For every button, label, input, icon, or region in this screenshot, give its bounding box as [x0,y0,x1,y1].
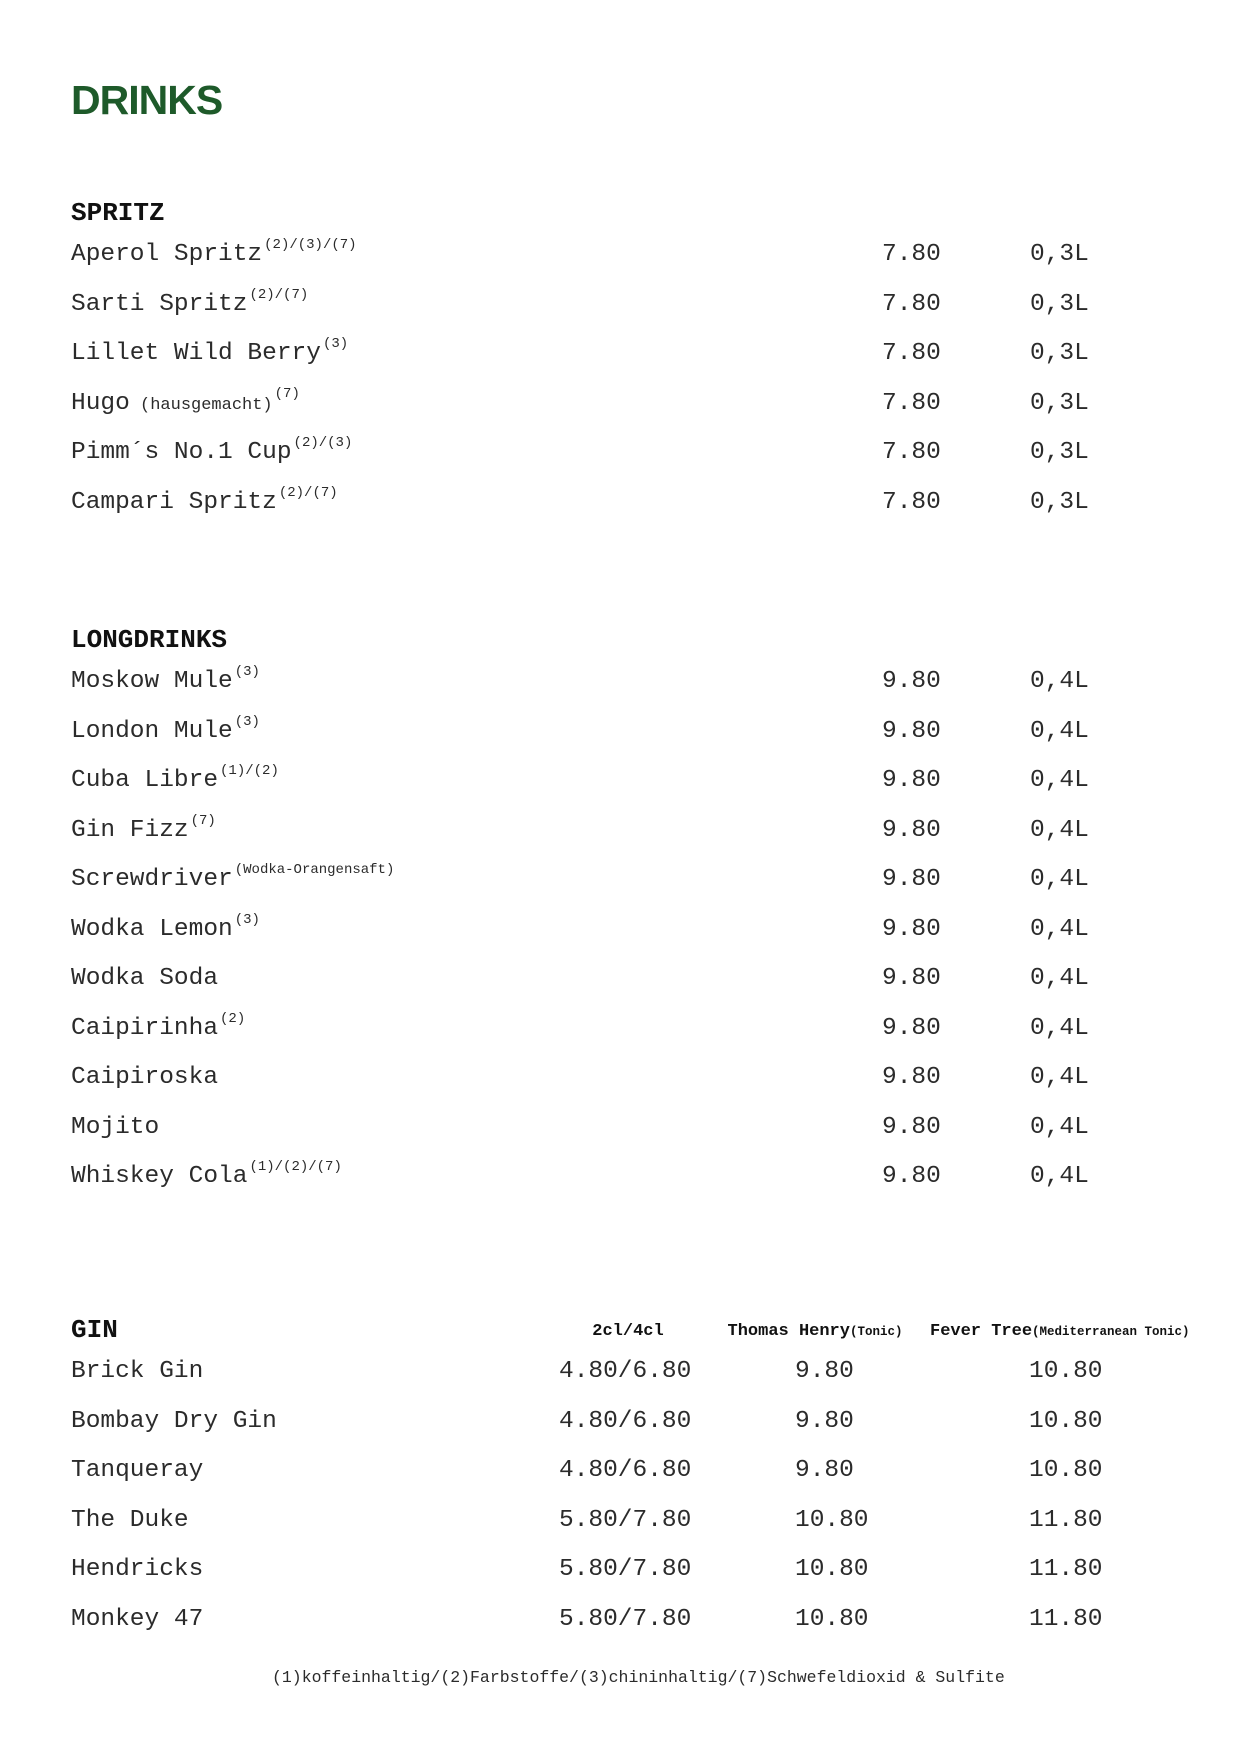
menu-item-row [0,666,1241,716]
item-volume: 0,3L [1030,340,1089,367]
page-title: DRINKS [71,77,223,123]
item-name-text: Screwdriver [71,866,233,893]
item-name-text: Wodka Soda [71,965,219,992]
item-volume: 0,3L [1030,488,1089,516]
item-price: 7.80 [882,488,941,516]
menu-item-row [0,963,1241,1013]
gin-item-row [0,1455,1241,1505]
gin-thomas-henry-price: 10.80 [795,1556,869,1583]
gin-column-thomas-henry [720,1318,910,1346]
item-name [71,713,260,750]
item-price: 9.80 [882,965,941,992]
item-price: 7.80 [882,439,941,466]
gin-column-size-label: 2cl/4cl [592,1322,664,1341]
item-name [71,286,309,323]
gin-list [0,1356,1241,1653]
item-name-text: Gin Fizz [71,816,189,844]
gin-column-thomas-henry-sub: (Tonic) [849,1325,903,1339]
item-annotation: (2)/(3)/(7) [264,237,357,253]
gin-item-row [0,1604,1241,1654]
gin-thomas-henry-price: 10.80 [795,1605,869,1633]
item-volume: 0,4L [1030,965,1089,992]
menu-item-row [0,1010,1241,1063]
gin-name: The Duke [71,1506,189,1534]
gin-size-price: 4.80/6.80 [559,1358,692,1385]
gin-name: Bombay Dry Gin [71,1407,277,1435]
item-name-text: Caipirinha [71,1014,219,1042]
item-volume: 0,3L [1030,439,1089,466]
item-name-text: Whiskey Cola [71,1163,248,1190]
gin-fever-tree-price: 11.80 [1029,1605,1103,1633]
gin-column-fever-tree [930,1318,1240,1346]
item-price: 9.80 [882,1163,941,1190]
item-name [71,1062,218,1094]
item-price: 9.80 [882,816,941,844]
menu-item-row [0,812,1241,865]
gin-name: Brick Gin [71,1358,204,1385]
item-name [71,484,338,521]
gin-thomas-henry-price: 9.80 [795,1358,854,1385]
menu-item-row [0,286,1241,339]
gin-item-row [0,1356,1241,1406]
menu-item-row [0,713,1241,766]
item-annotation: (1)/(2)/(7) [249,1159,342,1175]
menu-item-row [0,484,1241,537]
item-annotation: (7) [274,385,300,402]
gin-fever-tree-price: 10.80 [1029,1457,1103,1484]
gin-fever-tree-price: 11.80 [1029,1506,1103,1534]
menu-item-row [0,1161,1241,1211]
gin-column-fever-tree-label: Fever Tree [930,1322,1033,1341]
menu-item-row [0,864,1241,914]
item-name [71,765,279,799]
item-annotation: (3) [234,911,260,928]
item-name [71,963,218,995]
item-annotation: (2)/(7) [249,286,309,303]
item-name-text: Sarti Spritz [71,290,248,318]
item-volume: 0,3L [1030,389,1089,417]
item-price: 7.80 [882,241,941,268]
item-volume: 0,4L [1030,1163,1089,1190]
item-annotation: (3) [234,664,260,680]
gin-item-row [0,1505,1241,1555]
item-volume: 0,4L [1030,866,1089,893]
gin-item-row [0,1406,1241,1456]
menu-item-row [0,385,1241,438]
item-name-text: Hugo [71,389,130,417]
longdrinks-heading: LONGDRINKS [71,625,228,655]
item-name-text: Campari Spritz [71,488,277,516]
item-name-text: Mojito [71,1113,160,1141]
item-name [71,1010,246,1047]
item-annotation: (2) [220,1010,246,1027]
spritz-list [0,239,1241,536]
item-price: 9.80 [882,717,941,745]
item-price: 9.80 [882,1014,941,1042]
item-name-text: Cuba Libre [71,767,219,794]
item-name [71,239,357,273]
item-volume: 0,4L [1030,1064,1089,1091]
menu-item-row [0,437,1241,487]
item-annotation: (3) [322,336,349,352]
item-name-text: Aperol Spritz [71,241,263,268]
item-name [71,864,394,898]
item-name-text: London Mule [71,717,233,745]
item-volume: 0,4L [1030,1113,1089,1141]
item-volume: 0,4L [1030,767,1089,794]
item-name [71,338,348,372]
gin-item-row [0,1554,1241,1604]
gin-size-price: 4.80/6.80 [559,1457,692,1484]
gin-size-price: 5.80/7.80 [559,1556,692,1583]
gin-fever-tree-price: 11.80 [1029,1556,1103,1583]
item-price: 9.80 [882,1064,941,1091]
item-name-text: Lillet Wild Berry [71,340,321,367]
item-volume: 0,3L [1030,241,1089,268]
gin-size-price: 4.80/6.80 [559,1407,692,1435]
gin-name: Tanqueray [71,1457,204,1484]
item-name [71,812,216,849]
item-volume: 0,4L [1030,915,1089,943]
gin-column-fever-tree-sub: (Mediterranean Tonic) [1032,1325,1190,1339]
menu-item-row [0,765,1241,815]
gin-thomas-henry-price: 10.80 [795,1506,869,1534]
item-name [71,385,300,422]
item-name [71,666,260,700]
item-price: 9.80 [882,1113,941,1141]
item-price: 7.80 [882,389,941,417]
item-note: (hausgemacht) [129,395,273,415]
item-annotation: (7) [190,812,216,829]
menu-item-row [0,338,1241,388]
item-price: 9.80 [882,866,941,893]
gin-column-size [559,1318,697,1346]
item-price: 9.80 [882,668,941,695]
item-name-text: Pimm´s No.1 Cup [71,439,292,466]
gin-thomas-henry-price: 9.80 [795,1457,854,1484]
item-annotation: (3) [234,713,260,730]
item-name [71,437,352,471]
menu-item-row [0,911,1241,964]
item-name-text: Caipiroska [71,1064,219,1091]
gin-name: Monkey 47 [71,1605,204,1633]
item-name-text: Moskow Mule [71,668,233,695]
item-volume: 0,4L [1030,1014,1089,1042]
item-volume: 0,4L [1030,668,1089,695]
item-volume: 0,4L [1030,816,1089,844]
spritz-heading: SPRITZ [71,198,165,228]
longdrinks-list [0,666,1241,1211]
gin-fever-tree-price: 10.80 [1029,1358,1103,1385]
item-price: 7.80 [882,340,941,367]
item-annotation: (1)/(2) [220,763,279,779]
gin-size-price: 5.80/7.80 [559,1605,692,1633]
allergen-footnote: (1)koffeinhaltig/(2)Farbstoffe/(3)chininhaltig/(7)Schwefeldioxid & Sulfite [272,1668,1005,1687]
item-volume: 0,4L [1030,717,1089,745]
item-price: 7.80 [882,290,941,318]
item-annotation: (2)/(3) [293,435,353,451]
item-name [71,1161,342,1195]
gin-size-price: 5.80/7.80 [559,1506,692,1534]
item-name [71,911,260,948]
item-annotation: (Wodka-Orangensaft) [234,862,395,878]
item-name [71,1112,159,1144]
item-price: 9.80 [882,767,941,794]
item-volume: 0,3L [1030,290,1089,318]
menu-item-row [0,1062,1241,1112]
gin-heading: GIN [71,1315,118,1345]
gin-name: Hendricks [71,1556,204,1583]
gin-thomas-henry-price: 9.80 [795,1407,854,1435]
gin-column-thomas-henry-label: Thomas Henry [727,1322,850,1341]
item-price: 9.80 [882,915,941,943]
gin-fever-tree-price: 10.80 [1029,1407,1103,1435]
item-name-text: Wodka Lemon [71,915,233,943]
menu-item-row [0,1112,1241,1162]
menu-item-row [0,239,1241,289]
item-annotation: (2)/(7) [278,484,338,501]
